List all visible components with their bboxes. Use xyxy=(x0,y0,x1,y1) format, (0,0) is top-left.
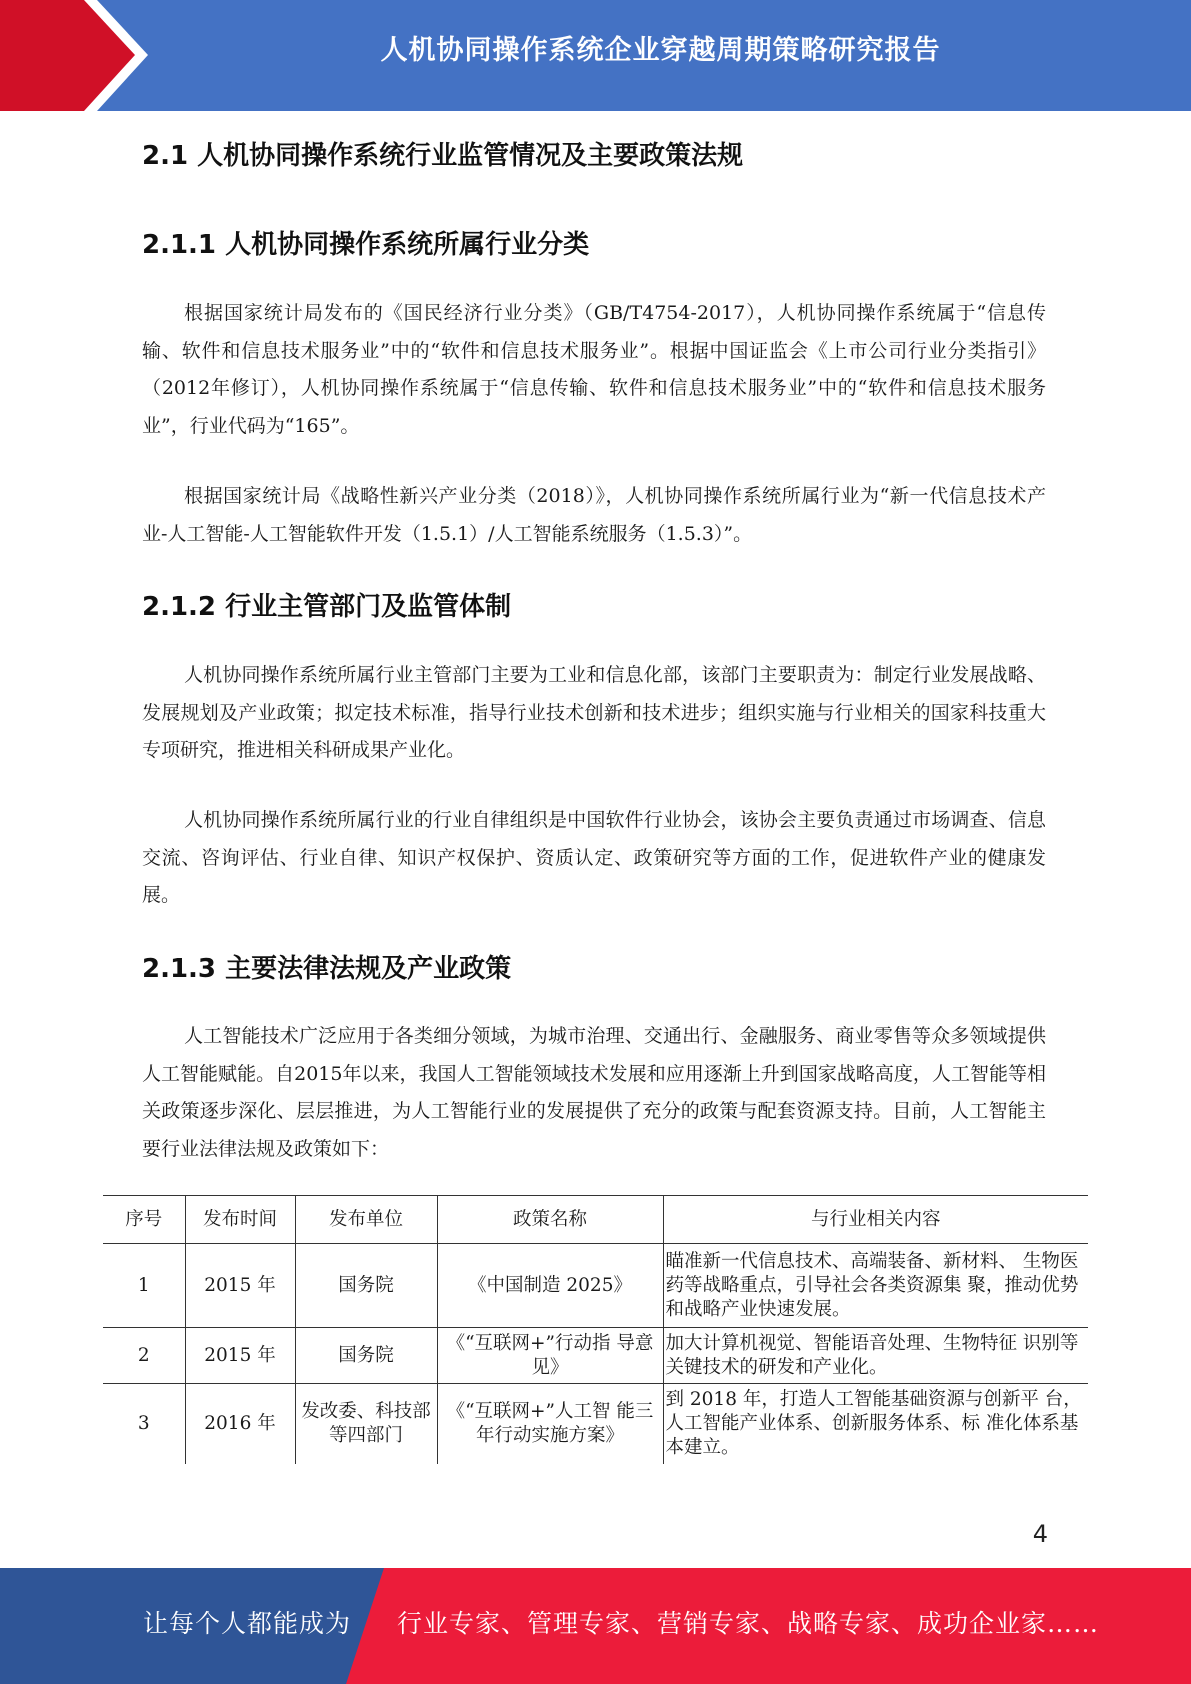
row-date: 2015 年 xyxy=(185,1328,295,1384)
table-row xyxy=(103,1328,1088,1384)
header-no: 序号 xyxy=(103,1196,185,1244)
page-number: 4 xyxy=(1032,1520,1048,1548)
row-policy-name: 《“互联网+”行动指 导意见》 xyxy=(437,1328,663,1384)
table-header-row xyxy=(103,1196,1088,1244)
paragraph-industry-classification: 根据国家统计局发布的《国民经济行业分类》（GB/T4754-2017），人机协同操作系统属于“信息传输、软件和信息技术服务业”中的“软件和信息技术服务业”。根据中国证监会《上市公司行业分类指引》（2012年修订），人机协同操作系统属于“信息传输、软件和信息技术服务业”中的“软件和信息技术服务业”，行业代码为“165”。 xyxy=(142,302,1046,437)
row-org: 发改委、科技部等四部门 xyxy=(295,1384,437,1464)
footer-slogan-left: 让每个人都能成为 xyxy=(143,1609,352,1638)
paragraph-strategic-classification: 根据国家统计局《战略性新兴产业分类（2018）》，人机协同操作系统所属行业为“新一代信息技术产业-人工智能-人工智能软件开发（1.5.1）/人工智能系统服务（1.5.3）”。 xyxy=(142,485,1046,545)
row-date: 2015 年 xyxy=(185,1244,295,1328)
section-heading-2-1-1: 2.1.1 人机协同操作系统所属行业分类 xyxy=(142,230,590,260)
page-header xyxy=(0,0,1191,111)
row-policy-name: 《“互联网+”人工智 能三年行动实施方案》 xyxy=(437,1384,663,1464)
row-org: 国务院 xyxy=(295,1244,437,1328)
row-content: 瞄准新一代信息技术、高端装备、新材料、 生物医药等战略重点，引导社会各类资源集 聚，推动优势和战略产业快速发展。 xyxy=(663,1244,1088,1328)
section-heading-2-1-3: 2.1.3 主要法律法规及产业政策 xyxy=(142,954,512,984)
section-heading-2-1: 2.1 人机协同操作系统行业监管情况及主要政策法规 xyxy=(142,141,744,171)
row-content: 加大计算机视觉、智能语音处理、生物特征 识别等关键技术的研发和产业化。 xyxy=(663,1328,1088,1384)
footer-slogan-right: 行业专家、管理专家、营销专家、战略专家、成功企业家…… xyxy=(397,1609,1100,1638)
row-no: 1 xyxy=(103,1244,185,1328)
report-title: 人机协同操作系统企业穿越周期策略研究报告 xyxy=(380,35,941,66)
paragraph-regulator: 人机协同操作系统所属行业主管部门主要为工业和信息化部，该部门主要职责为：制定行业发展战略、发展规划及产业政策；拟定技术标准，指导行业技术创新和技术进步；组织实施与行业相关的国家科技重大专项研究，推进相关科研成果产业化。 xyxy=(142,664,1046,761)
row-content: 到 2018 年，打造人工智能基础资源与创新平 台，人工智能产业体系、创新服务体系、标 准化体系基本建立。 xyxy=(663,1384,1088,1464)
table-row xyxy=(103,1244,1088,1328)
policy-table xyxy=(103,1195,1088,1464)
row-org: 国务院 xyxy=(295,1328,437,1384)
page-footer xyxy=(0,1568,1191,1684)
header-arrow-decoration xyxy=(0,0,160,111)
row-date: 2016 年 xyxy=(185,1384,295,1464)
paragraph-policy-overview: 人工智能技术广泛应用于各类细分领域，为城市治理、交通出行、金融服务、商业零售等众多领域提供人工智能赋能。自2015年以来，我国人工智能领域技术发展和应用逐渐上升到国家战略高度，人工智能等相关政策逐步深化、层层推进，为人工智能行业的发展提供了充分的政策与配套资源支持。目前，人工智能主要行业法律法规及政策如下： xyxy=(142,1025,1046,1160)
header-org: 发布单位 xyxy=(295,1196,437,1244)
paragraph-self-regulatory: 人机协同操作系统所属行业的行业自律组织是中国软件行业协会，该协会主要负责通过市场调查、信息交流、咨询评估、行业自律、知识产权保护、资质认定、政策研究等方面的工作，促进软件产业的健康发展。 xyxy=(142,809,1046,906)
header-content: 与行业相关内容 xyxy=(663,1196,1088,1244)
row-no: 2 xyxy=(103,1328,185,1384)
table-row xyxy=(103,1384,1088,1464)
header-policy-name: 政策名称 xyxy=(437,1196,663,1244)
section-heading-2-1-2: 2.1.2 行业主管部门及监管体制 xyxy=(142,592,512,622)
row-policy-name: 《中国制造 2025》 xyxy=(437,1244,663,1328)
header-date: 发布时间 xyxy=(185,1196,295,1244)
row-no: 3 xyxy=(103,1384,185,1464)
